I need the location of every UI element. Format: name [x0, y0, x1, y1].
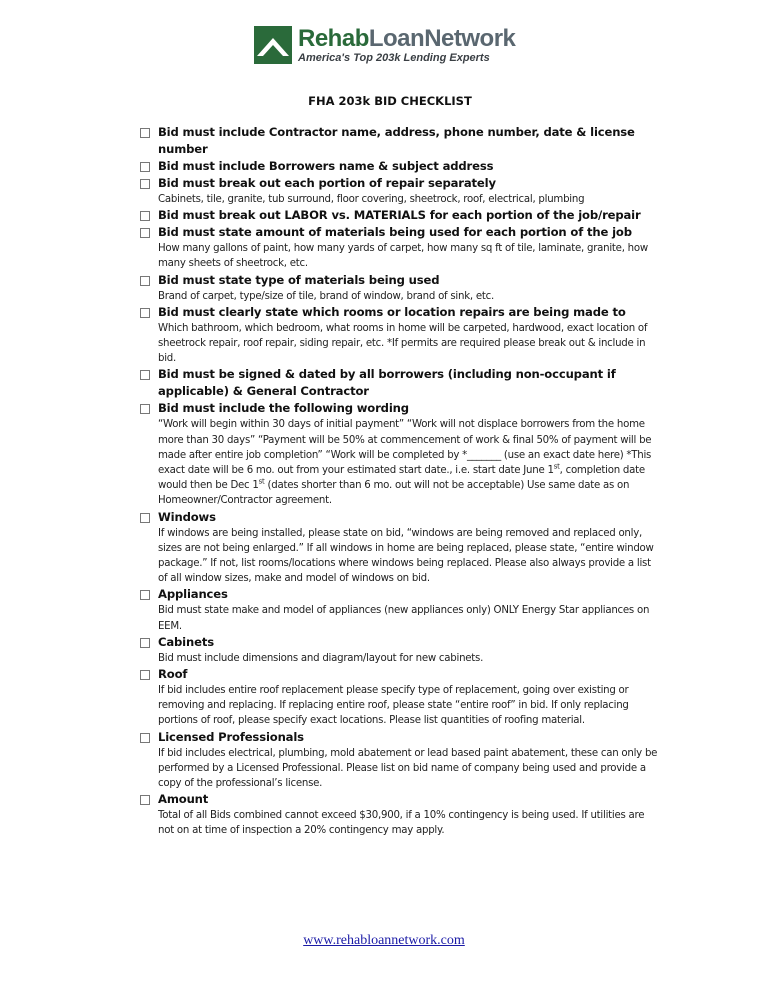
item-title: Windows	[158, 509, 216, 524]
logo-tagline: America's Top 203k Lending Experts	[298, 52, 490, 64]
item-description: Brand of carpet, type/size of tile, brand of window, brand of sink, etc.	[158, 290, 494, 302]
checkbox[interactable]	[140, 795, 150, 805]
item-description: How many gallons of paint, how many yards of carpet, how many sq ft of tile, laminate, granite, how many sheets of sheetrock, etc.	[158, 243, 648, 270]
checklist-item	[140, 634, 660, 666]
item-description: Which bathroom, which bedroom, what rooms in home will be carpeted, hardwood, exact location of sheetrock repair, roof repair, siding repair, etc. *If permits are required please break out & include in bid.	[158, 322, 648, 365]
item-title: Amount	[158, 792, 209, 807]
item-title: Bid must include Borrowers name & subject address	[158, 159, 494, 173]
checkbox[interactable]	[140, 733, 150, 743]
checklist-item	[140, 224, 660, 271]
checklist-item	[140, 158, 660, 175]
item-description: Bid must include dimensions and diagram/layout for new cabinets.	[158, 652, 484, 664]
checkbox[interactable]	[140, 404, 150, 414]
item-title: Cabinets	[158, 634, 214, 649]
website-link[interactable]: www.rehabloannetwork.com	[303, 933, 465, 948]
checklist-item	[140, 175, 660, 207]
checkbox[interactable]	[140, 370, 150, 380]
company-logo	[254, 24, 516, 68]
checklist-item	[140, 207, 660, 224]
logo-name: RehabLoanNetwork	[298, 25, 516, 52]
document-title: FHA 203k BID CHECKLIST	[308, 94, 472, 108]
checkbox[interactable]	[140, 211, 150, 221]
item-title: Bid must state type of materials being used	[158, 272, 440, 287]
checkbox[interactable]	[140, 162, 150, 172]
item-title: Bid must be signed & dated by all borrowers (including non-occupant if applicable) & General Contractor	[158, 367, 616, 399]
checklist-item	[140, 124, 660, 158]
checklist-item	[140, 586, 660, 633]
item-description: Bid must state make and model of appliances (new appliances only) ONLY Energy Star appliances on EEM.	[158, 605, 650, 632]
checkbox[interactable]	[140, 638, 150, 648]
checkbox[interactable]	[140, 308, 150, 318]
item-description: If bid includes entire roof replacement please specify type of replacement, going over existing or removing and replacing. If replacing entire roof, please state “entire roof” in bid. If only replacing portions of roof, please specify exact locations. Please list quantities of roofing material.	[158, 685, 629, 727]
item-title: Bid must include the following wording	[158, 401, 409, 416]
checklist-item	[140, 304, 660, 367]
checklist-item	[140, 666, 660, 729]
item-title: Roof	[158, 667, 188, 682]
checkbox[interactable]	[140, 670, 150, 680]
item-title: Bid must break out LABOR vs. MATERIALS for each portion of the job/repair	[158, 208, 641, 223]
checklist-item	[140, 509, 660, 587]
checkbox[interactable]	[140, 276, 150, 286]
item-description: If bid includes electrical, plumbing, mold abatement or lead based paint abatement, these can only be performed by a Licensed Professional. Please list on bid name of company being used and provide a copy of the professional’s license.	[158, 747, 658, 790]
item-description: Total of all Bids combined cannot exceed $30,900, if a 10% contingency is being used. If utilities are not on at time of inspection a 20% contingency may apply.	[158, 810, 645, 837]
item-description: If windows are being installed, please state on bid, “windows are being removed and replaced only, sizes are not being enlarged.” If all windows in home are being replaced, please state, “entire window package.” If not, list rooms/locations where windows being replaced. Please also always provide a list of all window sizes, make and model of windows on bid.	[158, 527, 654, 585]
checkbox[interactable]	[140, 228, 150, 238]
item-title: Bid must state amount of materials being used for each portion of the job	[158, 225, 632, 240]
item-title: Appliances	[158, 587, 228, 602]
item-description: “Work will begin within 30 days of initial payment” “Work will not displace borrowers from the home more than 30 days” “Payment will be 50% at commencement of work & final 50% of payment will be made after entire job completion” “Work will be completed by *_______ (use an exact date here) *This exact date will be 6 mo. out from your estimated start date., i.e. start date June 1st, completion date would then be Dec 1st (dates shorter than 6 mo. out will not be acceptable) Use same date as on Homeowner/Contractor agreement.	[158, 419, 652, 507]
checklist-item	[140, 272, 660, 304]
mountain-logo-icon	[254, 26, 292, 64]
checklist-item	[140, 791, 660, 838]
checkbox[interactable]	[140, 513, 150, 523]
checklist-item	[140, 366, 660, 400]
item-title: Bid must break out each portion of repair separately	[158, 176, 496, 190]
bid-checklist	[140, 124, 660, 839]
item-title: Bid must include Contractor name, address, phone number, date & license number	[158, 125, 635, 156]
item-description: Cabinets, tile, granite, tub surround, floor covering, sheetrock, roof, electrical, plumbing	[158, 194, 585, 205]
item-title: Licensed Professionals	[158, 729, 304, 744]
checkbox[interactable]	[140, 128, 150, 138]
checkbox[interactable]	[140, 590, 150, 600]
item-title: Bid must clearly state which rooms or location repairs are being made to	[158, 304, 626, 319]
checkbox[interactable]	[140, 179, 150, 189]
checklist-item	[140, 729, 660, 792]
checklist-item	[140, 400, 660, 508]
